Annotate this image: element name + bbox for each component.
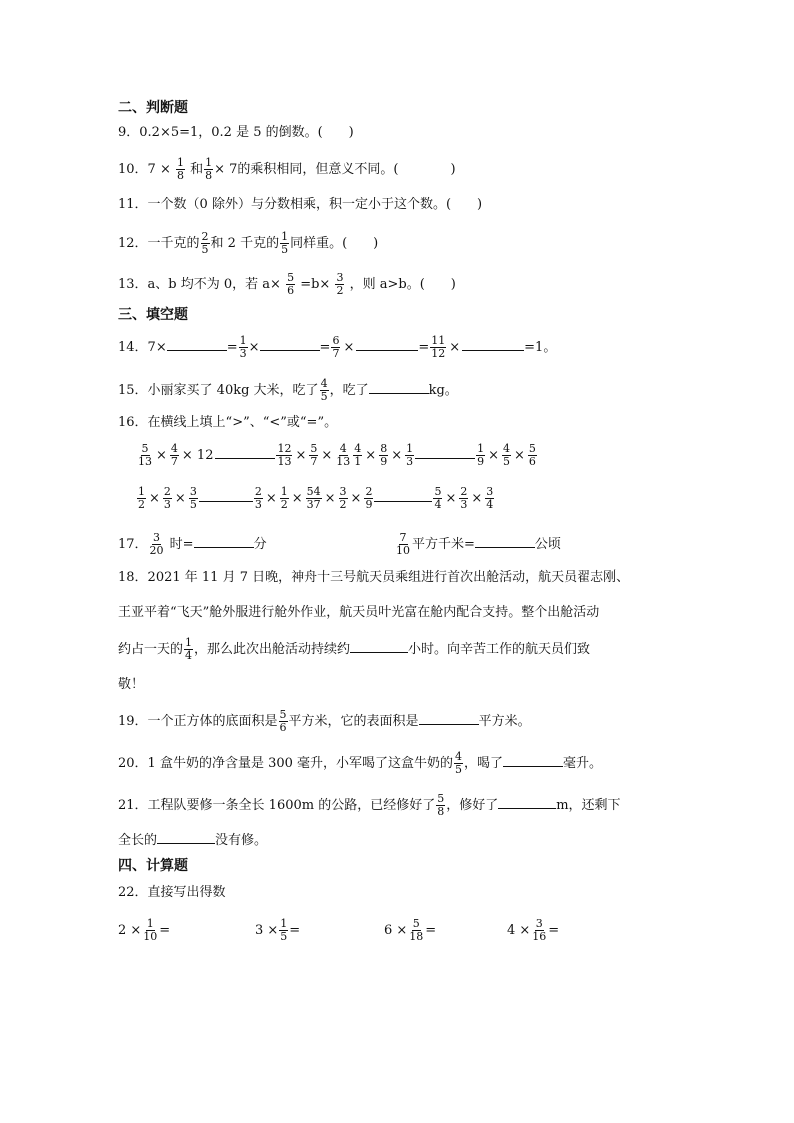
fraction: $\frac{1}{2}$	[138, 485, 145, 511]
fraction: $\frac{1}{2}$	[280, 485, 288, 511]
answer-blank[interactable]	[215, 446, 275, 459]
fraction: $\frac{4}{5}$	[320, 377, 328, 403]
fraction: $\frac{54}{37}$	[306, 485, 321, 511]
question-16: 16．在横线上填上“>”、“<”或“=”。	[118, 415, 338, 430]
fraction: $\frac{1}{4}$	[185, 636, 193, 662]
answer-blank[interactable]	[462, 338, 524, 351]
fraction: $\frac{1}{9}$	[477, 442, 485, 468]
fraction: $\frac{6}{7}$	[332, 334, 340, 360]
section-heading-calc: 四、计算题	[118, 858, 188, 874]
q22-item-3: 6 × $\frac{5}{18}$ =	[384, 917, 437, 943]
fraction: $\frac{5}{4}$	[434, 485, 442, 511]
question-11: 11．一个数（0 除外）与分数相乘，积一定小于这个数。( )	[118, 197, 483, 212]
fraction: $\frac{3}{2}$	[336, 271, 344, 297]
answer-blank[interactable]	[498, 796, 556, 809]
answer-blank[interactable]	[350, 640, 408, 653]
answer-blank[interactable]	[157, 831, 215, 844]
question-9: 9．0.2×5=1，0.2 是 5 的倒数。( )	[118, 125, 354, 140]
q22-item-1: 2 × $\frac{1}{10}$ =	[118, 917, 171, 943]
question-18-line-1: 18．2021 年 11 月 7 日晚，神舟十三号航天员乘组进行首次出舱活动，航天员翟志刚、	[118, 570, 630, 585]
fraction: $\frac{5}{6}$	[528, 442, 536, 468]
fraction: $\frac{3}{5}$	[189, 485, 197, 511]
question-21-line-2: 全长的 没有修。	[118, 833, 268, 848]
question-17: 17． $\frac{3}{20}$ 时= 分	[118, 531, 267, 557]
answer-blank[interactable]	[199, 489, 253, 502]
fraction: $\frac{4}{13}$	[336, 442, 351, 468]
q22-item-2: 3 × $\frac{1}{5}$ =	[255, 917, 301, 943]
fraction: $\frac{2}{3}$	[163, 485, 171, 511]
fraction: $\frac{8}{9}$	[380, 442, 388, 468]
fraction: $\frac{5}{18}$	[409, 917, 424, 943]
fraction: $\frac{2}{3}$	[460, 485, 468, 511]
fraction: $\frac{7}{10}$	[396, 531, 410, 557]
answer-blank[interactable]	[475, 535, 535, 548]
answer-blank[interactable]	[356, 338, 418, 351]
fraction: $\frac{5}{6}$	[279, 708, 287, 734]
fraction: $\frac{1}{5}$	[280, 917, 288, 943]
fraction: $\frac{4}{5}$	[455, 750, 463, 776]
question-18-line-4: 敬！	[118, 677, 145, 692]
fraction: $\frac{4}{5}$	[503, 442, 511, 468]
question-21-line-1: 21．工程队要修一条全长 1600m 的公路，已经修好了 $\frac{5}{8}$ ，修好了 m，还剩下	[118, 792, 621, 818]
fraction: $\frac{12}{13}$	[277, 442, 292, 468]
question-16-row-1: $\frac{5}{13}$ × $\frac{4}{7}$ × 12 $\frac{12}{13}$ × $\frac{5}{7}$ × $\frac{4}{13}$ $\frac{4}{1}$ × $\frac{8}{9}$ × $\frac{1}{3}$ $\frac{1}{9}$ × $\frac{4}{5}$ × $\frac{5}{6}$	[138, 442, 536, 468]
fraction: $\frac{3}{16}$	[532, 917, 547, 943]
answer-blank[interactable]	[374, 489, 432, 502]
question-14: 14．7× = $\frac{1}{3}$ × = $\frac{6}{7}$ × = $\frac{11}{12}$ × =1。	[118, 334, 557, 360]
question-17-part-2: $\frac{7}{10}$ 平方千米= 公顷	[396, 531, 561, 557]
fraction: $\frac{1}{10}$	[143, 917, 158, 943]
question-10: 10．7 × $\frac{1}{8}$ 和 $\frac{1}{8}$ × 7的乘积相同，但意义不同。( )	[118, 156, 456, 182]
question-12: 12．一千克的 $\frac{2}{5}$ 和 2 千克的 $\frac{1}{5}$ 同样重。( )	[118, 230, 379, 256]
q22-item-4: 4 × $\frac{3}{16}$ =	[507, 917, 560, 943]
fraction: $\frac{2}{9}$	[365, 485, 373, 511]
answer-blank[interactable]	[194, 535, 254, 548]
question-22: 22．直接写出得数	[118, 885, 226, 900]
fraction: $\frac{4}{7}$	[170, 442, 178, 468]
answer-blank[interactable]	[419, 712, 479, 725]
question-16-row-2: $\frac{1}{2}$ × $\frac{2}{3}$ × $\frac{3}{5}$ $\frac{2}{3}$ × $\frac{1}{2}$ × $\frac{54}{37}$ × $\frac{3}{2}$ × $\frac{2}{9}$ $\frac{5}{4}$ × $\frac{2}{3}$ × $\frac{3}{4}$	[138, 485, 494, 511]
fraction: $\frac{5}{8}$	[437, 792, 445, 818]
fraction: $\frac{2}{5}$	[201, 230, 209, 256]
question-18-line-3: 约占一天的 $\frac{1}{4}$ ，那么此次出舱活动持续约 小时。向辛苦工作的航天员们致	[118, 636, 591, 662]
fraction: $\frac{11}{12}$	[431, 334, 446, 360]
answer-blank[interactable]	[415, 446, 475, 459]
fraction: $\frac{2}{3}$	[254, 485, 262, 511]
answer-blank[interactable]	[503, 754, 563, 767]
question-20: 20．1 盒牛奶的净含量是 300 毫升，小军喝了这盒牛奶的 $\frac{4}{5}$ ，喝了 毫升。	[118, 750, 603, 776]
fraction: $\frac{1}{8}$	[176, 156, 184, 182]
answer-blank[interactable]	[167, 338, 227, 351]
answer-blank[interactable]	[369, 381, 429, 394]
question-15: 15．小丽家买了 40kg 大米，吃了 $\frac{4}{5}$ ，吃了 kg。	[118, 377, 458, 403]
question-13: 13．a、b 均不为 0，若 a× $\frac{5}{6}$ =b× $\frac{3}{2}$ ，则 a>b。( )	[118, 271, 456, 297]
fraction: $\frac{5}{13}$	[138, 442, 152, 468]
fraction: $\frac{4}{1}$	[354, 442, 362, 468]
fraction: $\frac{3}{4}$	[486, 485, 494, 511]
fraction: $\frac{1}{5}$	[281, 230, 289, 256]
fraction: $\frac{5}{6}$	[287, 271, 295, 297]
fraction: $\frac{5}{7}$	[310, 442, 318, 468]
section-heading-judge: 二、判断题	[118, 100, 188, 116]
question-18-line-2: 王亚平着“飞天”舱外服进行舱外作业，航天员叶光富在舱内配合支持。整个出舱活动	[118, 605, 600, 620]
fraction: $\frac{3}{2}$	[339, 485, 347, 511]
fraction: $\frac{1}{3}$	[406, 442, 414, 468]
question-19: 19．一个正方体的底面积是 $\frac{5}{6}$ 平方米，它的表面积是 平方米。	[118, 708, 531, 734]
fraction: $\frac{1}{3}$	[239, 334, 247, 360]
section-heading-fill: 三、填空题	[118, 307, 188, 323]
fraction: $\frac{3}{20}$	[149, 531, 164, 557]
fraction: $\frac{1}{8}$	[205, 156, 213, 182]
answer-blank[interactable]	[260, 338, 320, 351]
